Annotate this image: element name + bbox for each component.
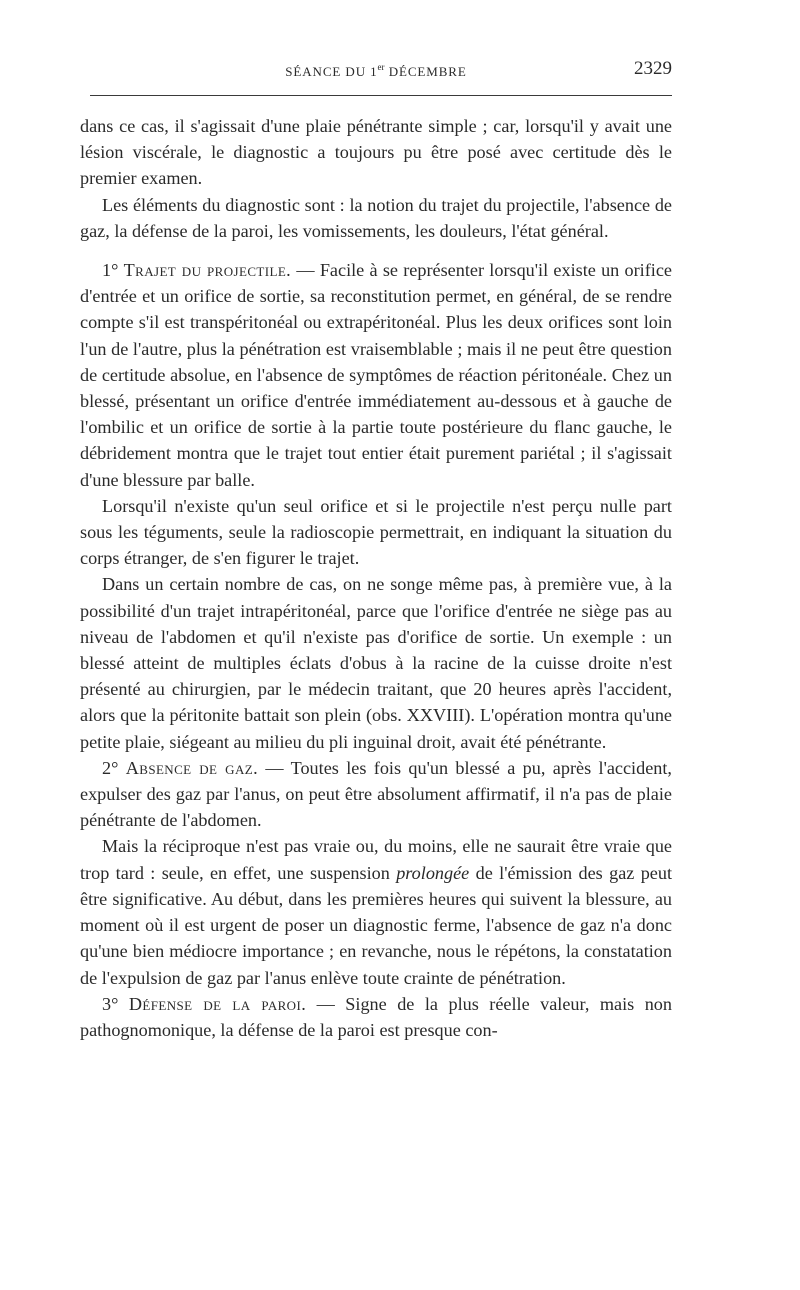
paragraph: Lorsqu'il n'existe qu'un seul orifice et si le projectile n'est perçu nulle part sous les téguments, seule la radioscopie permettrait, en indiquant la situation du corps étranger, de s'en figurer le trajet. — [80, 495, 672, 569]
section-heading: Absence de gaz. — [125, 757, 259, 778]
section-paroi: 3° Défense de la paroi. — Signe de la plus réelle valeur, mais non pathognomonique, la défense de la paroi est presque con- — [80, 993, 672, 1040]
running-title: SÉANCE DU 1er DÉCEMBRE — [285, 62, 467, 79]
paragraph: Les éléments du diagnostic sont : la notion du trajet du projectile, l'absence de gaz, la défense de la paroi, les vomissements, les douleurs, l'état général. — [80, 194, 672, 241]
paragraph: Mais la réciproque n'est pas vraie ou, du moins, elle ne saurait être vraie que trop tard : seule, en effet, une suspension prolongée de l'émission des gaz peut être significative. Au début, dans les premières heures qui suivent la blessure, au moment où il est urgent de poser un diagnostic ferme, l'absence de gaz n'a donc qu'une bien médiocre importance ; en revanche, nous le répétons, la constatation de l'expulsion de gaz par l'anus enlève toute crainte de pénétration. — [80, 836, 673, 988]
header-rule — [90, 95, 672, 96]
body-text — [80, 113, 672, 1043]
section-heading: Défense de la paroi. — [128, 993, 307, 1014]
superscript-er: er — [377, 62, 385, 72]
page-number: 2329 — [634, 58, 672, 79]
paragraph: dans ce cas, il s'agissait d'une plaie pénétrante simple ; car, lorsqu'il y avait une lésion viscérale, le diagnostic a toujours pu être posé avec certitude dès le premier examen. — [80, 116, 672, 189]
italic-term: prolongée — [396, 862, 470, 883]
paragraph: Dans un certain nombre de cas, on ne songe même pas, à première vue, à la possibilité d'un trajet intrapéritonéal, parce que l'orifice d'entrée ne siège pas au niveau de l'abdomen et qu'il n'existe pas d'orifice de sortie. Un exemple : un blessé atteint de multiples éclats d'obus à la racine de la cuisse droite n'est présenté au chirurgien, par le médecin traitant, que 20 heures après l'accident, alors que la péritonite battait son plein (obs. XXVIII). L'opération montra qu'une petite plaie, siégeant au milieu du pli inguinal droit, avait été pénétrante. — [80, 574, 672, 752]
document-page — [80, 0, 672, 1290]
section-heading: Trajet du projectile. — [123, 260, 292, 281]
running-header — [80, 58, 672, 84]
section-gaz: 2° Absence de gaz. — Toutes les fois qu'un blessé a pu, après l'accident, expulser des gaz par l'anus, on peut être absolument affirmatif, il n'a pas de plaie pénétrante de l'abdomen. — [80, 757, 672, 831]
section-trajet: 1° Trajet du projectile. — Facile à se représenter lorsqu'il existe un orifice d'entrée et un orifice de sortie, sa reconstitution permet, en général, de se rendre compte s'il est transpéritonéal ou extrapéritonéal. Plus les deux orifices sont loin l'un de l'autre, plus la pénétration est vraisemblable ; mais il ne peut être question de certitude absolue, en l'absence de symptômes de réaction péritonéale. Chez un blessé, présentant un orifice d'entrée immédiatement au-dessous et à gauche de l'ombilic et un orifice de sortie à la partie toute postérieure du flanc gauche, le débridement montra que le trajet tout entier était purement pariétal ; il s'agissait d'une blessure par balle. — [80, 260, 672, 490]
